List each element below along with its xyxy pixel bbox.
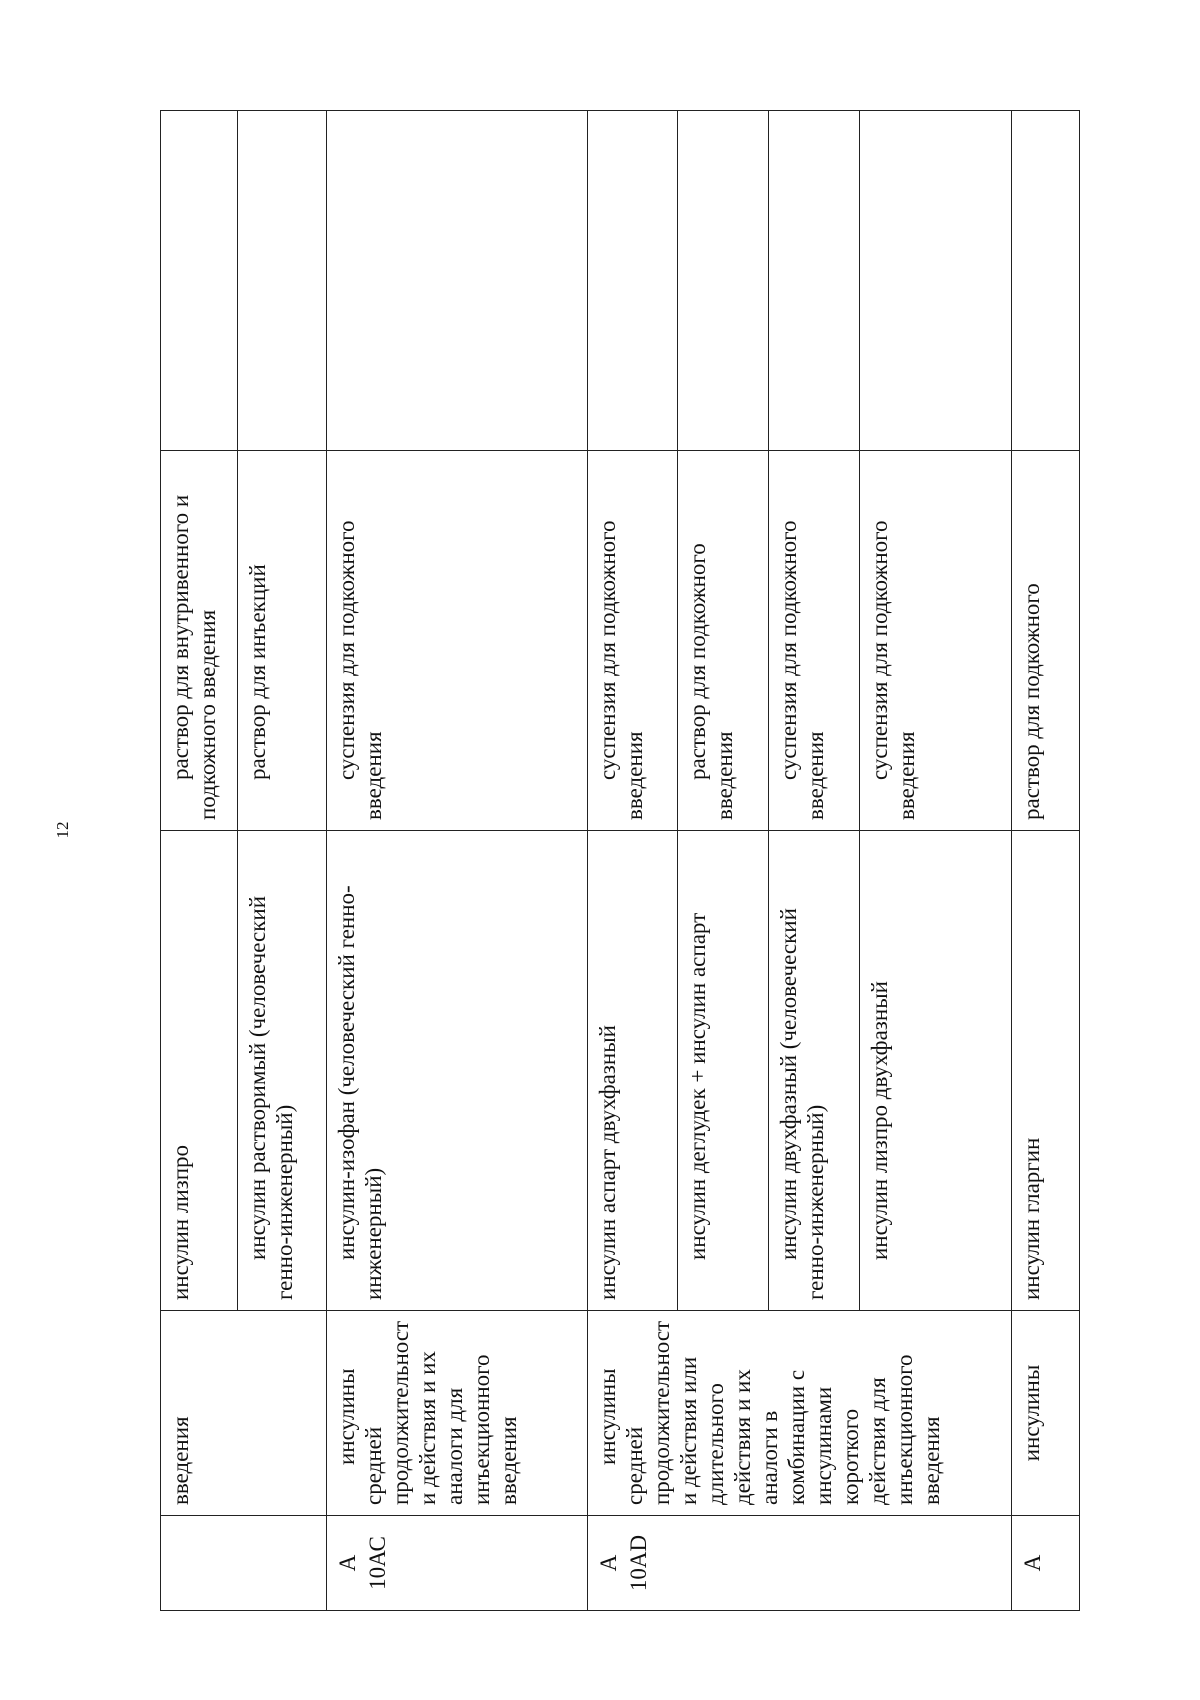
drug-name-cell: инсулин двухфазный (человеческий генно-инженерный) xyxy=(769,831,860,1311)
atc-code-top: А xyxy=(595,1554,621,1572)
extra-cell xyxy=(326,111,587,451)
drug-name-cell: инсулин лизпро xyxy=(161,831,238,1311)
extra-cell xyxy=(587,111,678,451)
table-row xyxy=(161,111,238,1611)
dosage-form-cell: суспензия для подкожного введения xyxy=(769,451,860,831)
dosage-form-cell: раствор для подкожного введения xyxy=(678,451,769,831)
extra-cell xyxy=(678,111,769,451)
drug-table-rotated xyxy=(160,111,1080,1611)
drug-table xyxy=(160,110,1080,1611)
dosage-form-cell: суспензия для подкожного введения xyxy=(859,451,1011,831)
group-cell: инсулины xyxy=(1011,1311,1079,1516)
atc-code-cell xyxy=(161,1516,327,1611)
extra-cell xyxy=(769,111,860,451)
atc-code-bottom: 10АС xyxy=(364,1536,390,1590)
dosage-form-cell: раствор для подкожного xyxy=(1011,451,1079,831)
extra-cell xyxy=(859,111,1011,451)
table-row xyxy=(326,111,587,1611)
drug-name-cell: инсулин растворимый (человеческий генно-инженерный) xyxy=(238,831,326,1311)
table-row xyxy=(587,111,678,1611)
drug-name-cell: инсулин аспарт двухфазный xyxy=(587,831,678,1311)
group-cell: инсулины средней продолжительност и действия или длительного действия и их аналоги в комбинации с инсулинами короткого действия для инъекционного введения xyxy=(587,1311,1011,1516)
drug-name-cell: инсулин деглудек + инсулин аспарт xyxy=(678,831,769,1311)
group-cell: введения xyxy=(161,1311,327,1516)
drug-name-cell: инсулин-изофан (человеческий генно-инженерный) xyxy=(326,831,587,1311)
dosage-form-cell: раствор для внутривенного и подкожного введения xyxy=(161,451,238,831)
atc-code-bottom: 10AD xyxy=(625,1534,651,1592)
atc-code-cell xyxy=(326,1516,587,1611)
table-row xyxy=(1011,111,1079,1611)
atc-code-cell xyxy=(1011,1516,1079,1611)
atc-code-top: А xyxy=(334,1554,360,1572)
extra-cell xyxy=(1011,111,1079,451)
group-cell: инсулины средней продолжительност и действия и их аналоги для инъекционного введения xyxy=(326,1311,587,1516)
dosage-form-cell: раствор для инъекций xyxy=(238,451,326,831)
atc-code-top: А xyxy=(1019,1554,1045,1572)
dosage-form-cell: суспензия для подкожного введения xyxy=(326,451,587,831)
extra-cell xyxy=(161,111,238,451)
extra-cell xyxy=(238,111,326,451)
drug-name-cell: инсулин лизпро двухфазный xyxy=(859,831,1011,1311)
atc-code-cell xyxy=(587,1516,1011,1611)
page-number: 12 xyxy=(53,821,72,839)
drug-name-cell: инсулин гларгин xyxy=(1011,831,1079,1311)
dosage-form-cell: суспензия для подкожного введения xyxy=(587,451,678,831)
